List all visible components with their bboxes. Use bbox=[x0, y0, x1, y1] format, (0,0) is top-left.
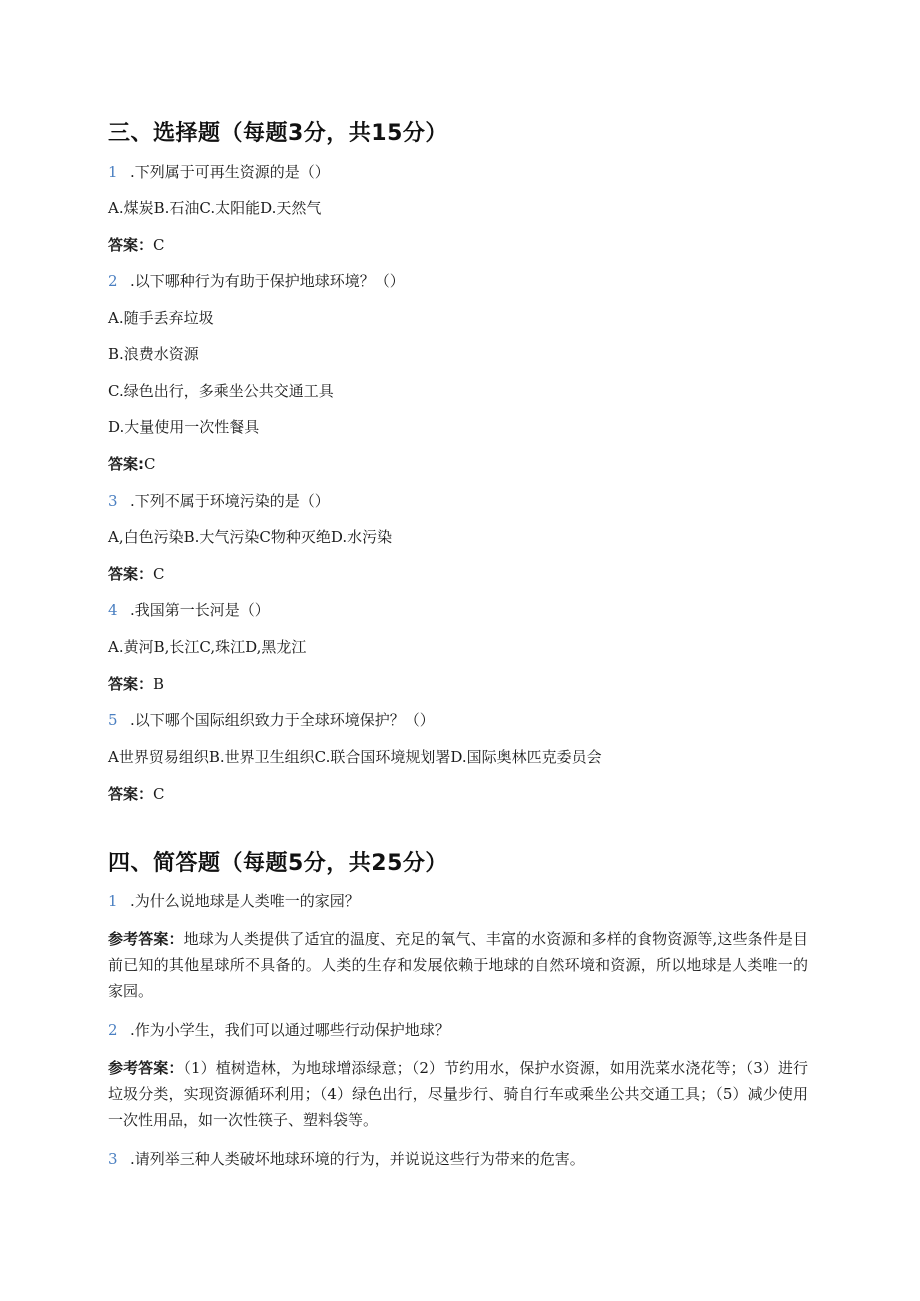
question-5-options: A世界贸易组织B.世界卫生组织C.联合国环境规划署D.国际奥林匹克委员会 bbox=[108, 748, 602, 766]
question-1 bbox=[108, 161, 330, 183]
question-number: 2 bbox=[108, 1021, 118, 1039]
question-2-answer bbox=[108, 453, 155, 475]
question-text: .下列属于可再生资源的是（） bbox=[130, 163, 330, 181]
question-2 bbox=[108, 270, 405, 292]
question-number: 1 bbox=[108, 163, 118, 181]
question-text: .我国第一长河是（） bbox=[130, 601, 270, 619]
short-question-2-reference-answer bbox=[108, 1055, 808, 1133]
question-5-answer bbox=[108, 783, 165, 805]
answer-label: 答案： bbox=[108, 565, 154, 583]
reference-answer-text: 地球为人类提供了适宜的温度、充足的氧气、丰富的水资源和多样的食物资源等,这些条件是目前已知的其他星球所不具备的。人类的生存和发展依赖于地球的自然环境和资源，所以地球是人类唯一的家园。 bbox=[108, 930, 808, 1000]
short-question-2 bbox=[108, 1019, 450, 1041]
question-number: 4 bbox=[108, 601, 118, 619]
question-4-answer bbox=[108, 673, 164, 695]
answer-label: 答案： bbox=[108, 236, 154, 254]
question-text: .以下哪个国际组织致力于全球环境保护？（） bbox=[130, 711, 435, 729]
question-text: .下列不属于环境污染的是（） bbox=[130, 492, 330, 510]
short-question-1 bbox=[108, 890, 360, 912]
question-number: 3 bbox=[108, 1150, 118, 1168]
question-1-options: A.煤炭B.石油C.太阳能D.天然气 bbox=[108, 199, 322, 217]
question-2-option-c: C.绿色出行，多乘坐公共交通工具 bbox=[108, 382, 334, 400]
question-2-option-d: D.大量使用一次性餐具 bbox=[108, 418, 260, 436]
answer-label: 答案: bbox=[108, 455, 144, 473]
short-question-1-reference-answer bbox=[108, 926, 808, 1004]
question-number: 1 bbox=[108, 892, 118, 910]
question-number: 5 bbox=[108, 711, 118, 729]
question-4 bbox=[108, 599, 270, 621]
short-question-3 bbox=[108, 1148, 585, 1170]
question-3-options: A,白色污染B.大气污染C物种灭绝D.水污染 bbox=[108, 528, 393, 546]
question-3-answer bbox=[108, 563, 165, 585]
question-2-option-a: A.随手丢弃垃圾 bbox=[108, 309, 214, 327]
question-3 bbox=[108, 490, 330, 512]
answer-value: C bbox=[153, 236, 165, 254]
reference-answer-text: （1）植树造林，为地球增添绿意；（2）节约用水，保护水资源，如用洗菜水浇花等；（3）进行垃圾分类，实现资源循环利用；（4）绿色出行，尽量步行、骑自行车或乘坐公共交通工具；（5）减少使用一次性用品，如一次性筷子、塑料袋等。 bbox=[108, 1059, 808, 1129]
question-2-option-b: B.浪费水资源 bbox=[108, 345, 199, 363]
reference-answer-label: 参考答案： bbox=[108, 930, 184, 948]
question-5 bbox=[108, 709, 435, 731]
question-4-options: A.黄河B,长江C,珠江D,黑龙江 bbox=[108, 638, 307, 656]
question-1-answer bbox=[108, 234, 165, 256]
question-text: .为什么说地球是人类唯一的家园？ bbox=[130, 892, 360, 910]
answer-value: B bbox=[153, 675, 165, 693]
answer-value: C bbox=[144, 455, 156, 473]
answer-label: 答案： bbox=[108, 675, 154, 693]
question-number: 3 bbox=[108, 492, 118, 510]
question-text: .请列举三种人类破坏地球环境的行为，并说说这些行为带来的危害。 bbox=[130, 1150, 585, 1168]
question-text: .以下哪种行为有助于保护地球环境？（） bbox=[130, 272, 405, 290]
section-heading-choice: 三、选择题（每题3分，共15分） bbox=[108, 121, 448, 146]
answer-value: C bbox=[153, 565, 165, 583]
answer-value: C bbox=[153, 785, 165, 803]
section-heading-short-answer: 四、简答题（每题5分，共25分） bbox=[108, 851, 448, 876]
reference-answer-label: 参考答案： bbox=[108, 1059, 184, 1077]
question-number: 2 bbox=[108, 272, 118, 290]
answer-label: 答案： bbox=[108, 785, 154, 803]
question-text: .作为小学生，我们可以通过哪些行动保护地球？ bbox=[130, 1021, 450, 1039]
